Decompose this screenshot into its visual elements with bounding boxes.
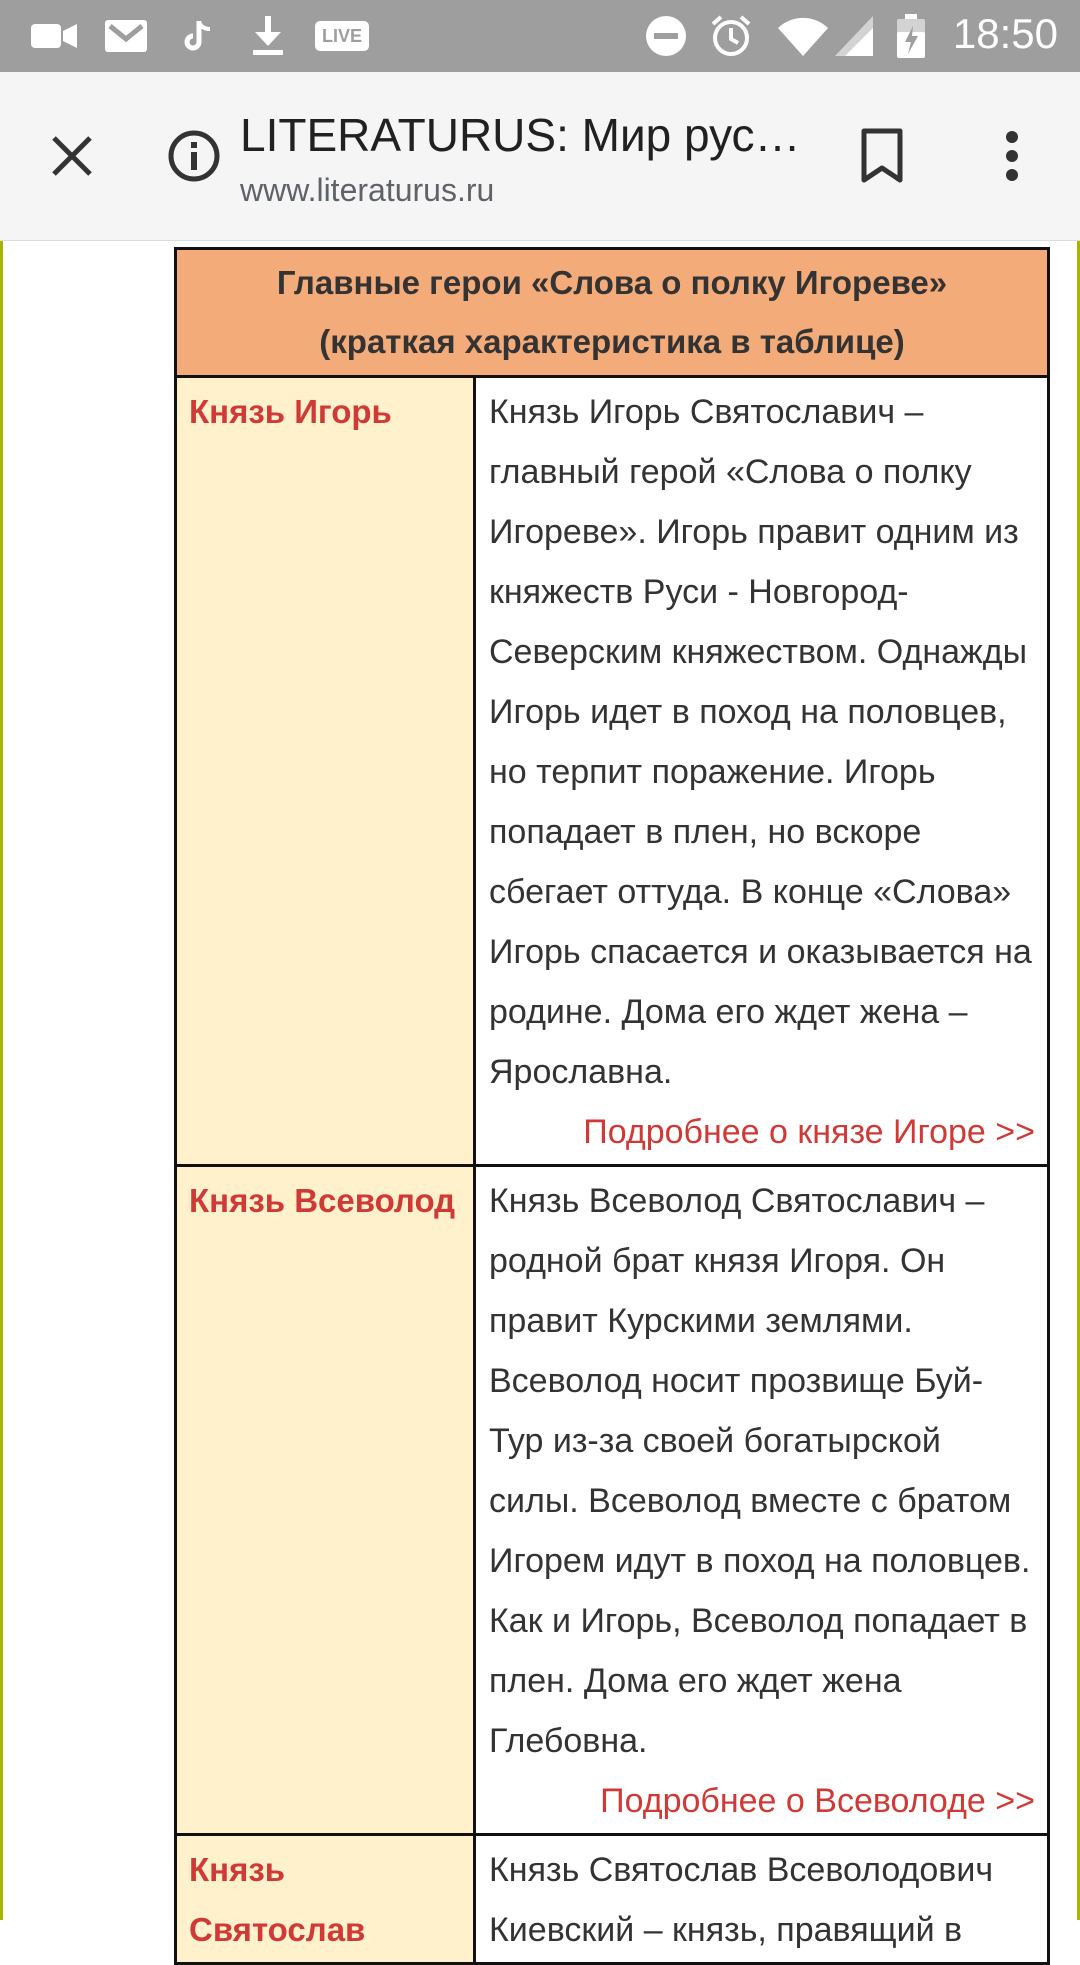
live-label: LIVE	[315, 21, 369, 51]
hero-name: Князь Игорь	[177, 378, 476, 1164]
alarm-icon	[708, 14, 754, 58]
hero-name: Князь Святослав	[177, 1836, 476, 1962]
table-row	[177, 1167, 1047, 1836]
page-url: www.literaturus.ru	[240, 172, 495, 208]
download-icon	[248, 14, 288, 58]
hero-description-cell	[476, 378, 1047, 1164]
gmail-icon	[104, 14, 148, 58]
table-header-subtitle: (краткая характеристика в таблице)	[319, 323, 905, 360]
status-bar	[0, 0, 1080, 72]
hero-name: Князь Всеволод	[177, 1167, 476, 1833]
table-header-title: Главные герои «Слова о полку Игореве»	[276, 264, 948, 301]
wifi-icon	[778, 14, 828, 58]
close-icon[interactable]	[38, 122, 106, 190]
tiktok-icon	[180, 14, 216, 58]
heroes-table	[174, 247, 1050, 1965]
live-icon	[316, 14, 368, 58]
hero-description-cell	[476, 1836, 1047, 1962]
more-vert-icon[interactable]	[978, 122, 1046, 190]
more-about-igor-link[interactable]: Подробнее о князе Игоре >>	[583, 1113, 1035, 1151]
table-row	[177, 1836, 1047, 1962]
hero-description: Князь Святослав Всеволодович Киевский – князь, правящий в	[489, 1851, 994, 1949]
custom-tab-toolbar	[0, 72, 1080, 241]
hero-description-cell	[476, 1167, 1047, 1833]
page-border-left	[0, 241, 3, 1920]
bookmark-icon[interactable]	[848, 122, 916, 190]
more-about-vsevolod-link[interactable]: Подробнее о Всеволоде >>	[600, 1782, 1035, 1820]
table-header	[177, 250, 1047, 378]
signal-icon	[834, 14, 874, 58]
table-row	[177, 378, 1047, 1167]
video-camera-icon	[30, 14, 78, 58]
info-icon[interactable]	[160, 122, 228, 190]
clock: 18:50	[952, 10, 1058, 57]
do-not-disturb-icon	[644, 14, 688, 58]
battery-icon	[896, 14, 926, 58]
web-content[interactable]	[0, 241, 1080, 1949]
hero-description: Князь Игорь Святославич – главный герой «Слова о полку Игореве». Игорь правит одним из княжеств Руси - Новгород-Северским княжеством. Однажды Игорь идет в поход на половцев, но терпит поражение. Игорь попадает в плен, но вскоре сбегает оттуда. В конце «Слова» Игорь спасается и оказывается на родине. Дома его ждет жена – Ярославна.	[489, 393, 1032, 1091]
page-title: LITERATURUS: Мир рус…	[240, 109, 801, 161]
hero-description: Князь Всеволод Святославич – родной брат князя Игоря. Он правит Курскими землями. Всеволод носит прозвище Буй-Тур из-за своей богатырской силы. Всеволод вместе с братом Игорем идут в поход на половцев. Как и Игорь, Всеволод попадает в плен. Дома его ждет жена Глебовна.	[489, 1182, 1031, 1760]
